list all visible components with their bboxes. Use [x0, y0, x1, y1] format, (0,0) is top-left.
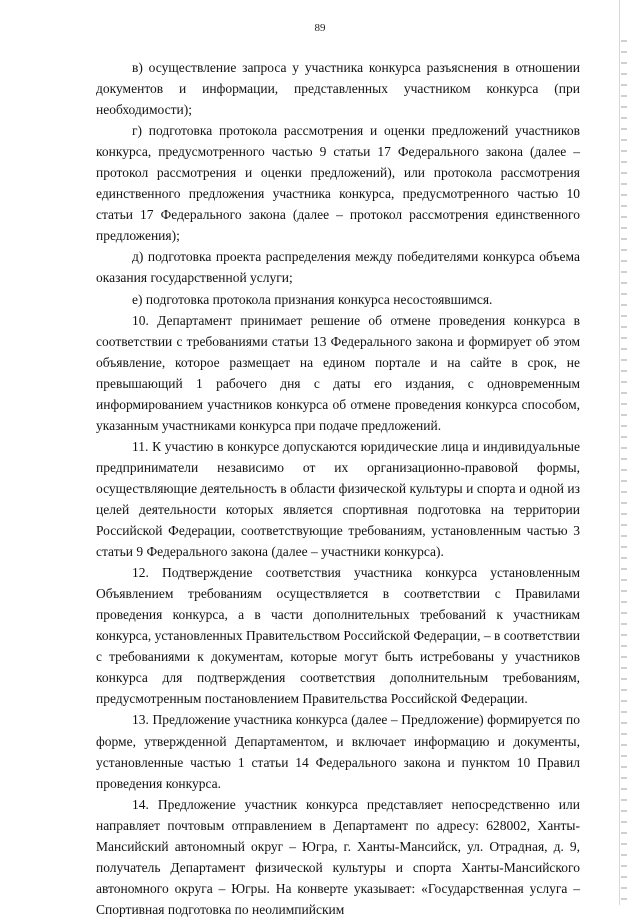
page-number: 89: [314, 22, 326, 34]
scan-edge-marks: [621, 40, 627, 900]
paragraph-10-cancellation: 10. Департамент принимает решение об отмене проведения конкурса в соответствии с требованиями статьи 13 Федерального закона и формирует об этом объявление, которое размещает на едином портале и на сайте в срок, не превышающий 1 рабочего дня с даты его издания, с одновременным информированием участников конкурса об отмене проведения конкурса способом, указанным участниками конкурса при подаче предложений.: [96, 312, 580, 433]
document-body: [96, 57, 580, 920]
scan-edge-line: [619, 0, 620, 905]
paragraph-11-participants: 11. К участию в конкурсе допускаются юридические лица и индивидуальные предприниматели независимо от их организационно-правовой формы, осуществляющие деятельность в области физической культуры и спорта и одной из целей деятельности которых является спортивная подготовка на территории Российской Федерации, соответствующие требованиям, установленным частью 3 статьи 9 Федерального закона (далее – участники конкурса).: [96, 438, 580, 560]
paragraph-14-proposal-submission: 14. Предложение участник конкурса представляет непосредственно или направляет почтовым отправлением в Департамент по адресу: 628002, Ханты-Мансийский автономный округ – Югра, г. Ханты-Мансийск, ул. Отрадная, д. 9, получатель Департамент физической культуры и спорта Ханты-Мансийского автономного округа – Югры. На конверте указывает: «Государственная услуга – Спортивная подготовка по неолимпийским: [96, 796, 580, 917]
paragraph-d-distribution-project: д) подготовка проекта распределения между победителями конкурса объема оказания государственной услуги;: [96, 249, 580, 286]
paragraph-12-compliance: 12. Подтверждение соответствия участника конкурса установленным Объявлением требованиям осуществляется в соответствии с Правилами проведения конкурса, а в части дополнительных требований к участникам конкурса, установленных Правительством Российской Федерации, – в соответствии с требованиями к документам, которые могут быть истребованы у участников конкурса для подтверждения соответствия дополнительным требованиям, предусмотренным постановлением Правительства Российской Федерации.: [96, 565, 580, 707]
paragraph-e-failed-contest-protocol: е) подготовка протокола признания конкурса несостоявшимся.: [132, 291, 493, 307]
paragraph-v-clarification-request: в) осуществление запроса у участника конкурса разъяснения в отношении документов и информации, представленных участником конкурса (при необходимости);: [96, 60, 580, 118]
paragraph-13-proposal-form: 13. Предложение участника конкурса (далее – Предложение) формируется по форме, утвержденной Департаментом, и включает информацию и документы, установленные частью 1 статьи 14 Федерального закона и пунктом 10 Правил проведения конкурса.: [96, 712, 580, 791]
paragraph-g-protocol-preparation: г) подготовка протокола рассмотрения и оценки предложений участников конкурса, предусмотренного частью 9 статьи 17 Федерального закона (далее – протокол рассмотрения и оценки предложений), или протокола рассмотрения единственного предложения участника конкурса, предусмотренного частью 10 статьи 17 Федерального закона (далее – протокол рассмотрения единственного предложения);: [96, 123, 580, 244]
